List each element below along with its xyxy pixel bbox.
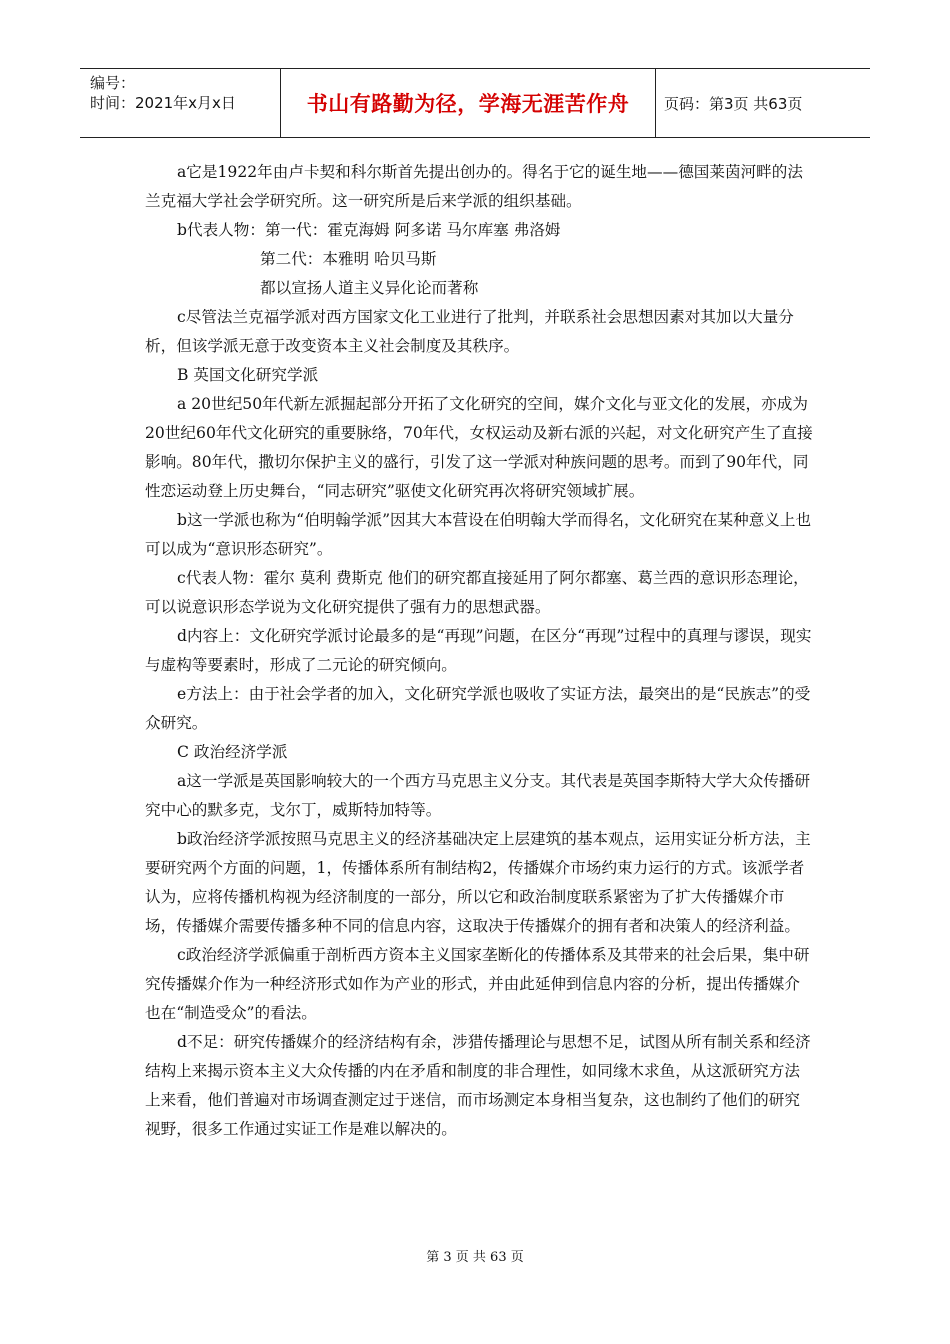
header-meta (80, 69, 280, 137)
header-motto: 书山有路勤为径，学海无涯苦作舟 (306, 92, 630, 116)
paragraph: e方法上：由于社会学者的加入，文化研究学派也吸收了实证方法，最突出的是“民族志”的受众研究。 (145, 685, 811, 732)
header-motto-cell (280, 69, 656, 137)
document-number-label: 编号： (90, 74, 136, 92)
paragraph: c代表人物：霍尔 莫利 费斯克 他们的研究都直接延用了阿尔都塞、葛兰西的意识形态理论，可以说意识形态学说为文化研究提供了强有力的思想武器。 (145, 569, 809, 616)
paragraph: a这一学派是英国影响较大的一个西方马克思主义分支。其代表是英国李斯特大学大众传播研究中心的默多克，戈尔丁，威斯特加特等。 (145, 772, 811, 819)
paragraph: d内容上：文化研究学派讨论最多的是“再现”问题，在区分“再现”过程中的真理与谬误，现实与虚构等要素时，形成了二元论的研究倾向。 (145, 627, 812, 674)
paragraph: d不足：研究传播媒介的经济结构有余，涉猎传播理论与思想不足，试图从所有制关系和经济结构上来揭示资本主义大众传播的内在矛盾和制度的非合理性，如同缘木求鱼，从这派研究方法上来看，他们普遍对市场调查测定过于迷信，而市场测定本身相当复杂，这也制约了他们的研究视野，很多工作通过实证工作是难以解决的。 (145, 1033, 811, 1138)
page-header (80, 68, 870, 138)
header-page-info: 页码：第3页 共63页 (664, 94, 803, 113)
paragraph: b代表人物：第一代：霍克海姆 阿多诺 马尔库塞 弗洛姆 (177, 221, 561, 239)
paragraph: c尽管法兰克福学派对西方国家文化工业进行了批判，并联系社会思想因素对其加以大量分析，但该学派无意于改变资本主义社会制度及其秩序。 (145, 308, 794, 355)
paragraph: a 20世纪50年代新左派掘起部分开拓了文化研究的空间，媒介文化与亚文化的发展，亦成为20世纪60年代文化研究的重要脉络，70年代，女权运动及新右派的兴起，对文化研究产生了直接影响。80年代，撒切尔保护主义的盛行，引发了这一学派对种族问题的思考。而到了90年代，同性恋运动登上历史舞台，“同志研究”驱使文化研究再次将研究领域扩展。 (145, 395, 813, 500)
paragraph: b政治经济学派按照马克思主义的经济基础决定上层建筑的基本观点，运用实证分析方法，主要研究两个方面的问题，1，传播体系所有制结构2，传播媒介市场约束力运行的方式。该派学者认为，应将传播机构视为经济制度的一部分，所以它和政治制度联系紧密为了扩大传播媒介市场，传播媒介需要传播多种不同的信息内容，这取决于传播媒介的拥有者和决策人的经济利益。 (145, 830, 811, 935)
section-heading: C 政治经济学派 (177, 743, 288, 761)
page-footer: 第 3 页 共 63 页 (426, 1250, 524, 1265)
paragraph: a它是1922年由卢卡契和科尔斯首先提出创办的。得名于它的诞生地——德国莱茵河畔的法兰克福大学社会学研究所。这一研究所是后来学派的组织基础。 (145, 163, 803, 210)
document-time: 时间：2021年x月x日 (90, 94, 236, 112)
document-body (145, 158, 815, 1144)
paragraph: 都以宣扬人道主义异化论而著称 (260, 279, 479, 297)
paragraph: c政治经济学派偏重于剖析西方资本主义国家垄断化的传播体系及其带来的社会后果，集中研究传播媒介作为一种经济形式如作为产业的形式，并由此延伸到信息内容的分析，提出传播媒介也在“制造受众”的看法。 (145, 946, 810, 1022)
paragraph: 第二代：本雅明 哈贝马斯 (260, 250, 437, 268)
section-heading: B 英国文化研究学派 (177, 366, 319, 384)
paragraph: b这一学派也称为“伯明翰学派”因其大本营设在伯明翰大学而得名，文化研究在某种意义上也可以成为“意识形态研究”。 (145, 511, 812, 558)
